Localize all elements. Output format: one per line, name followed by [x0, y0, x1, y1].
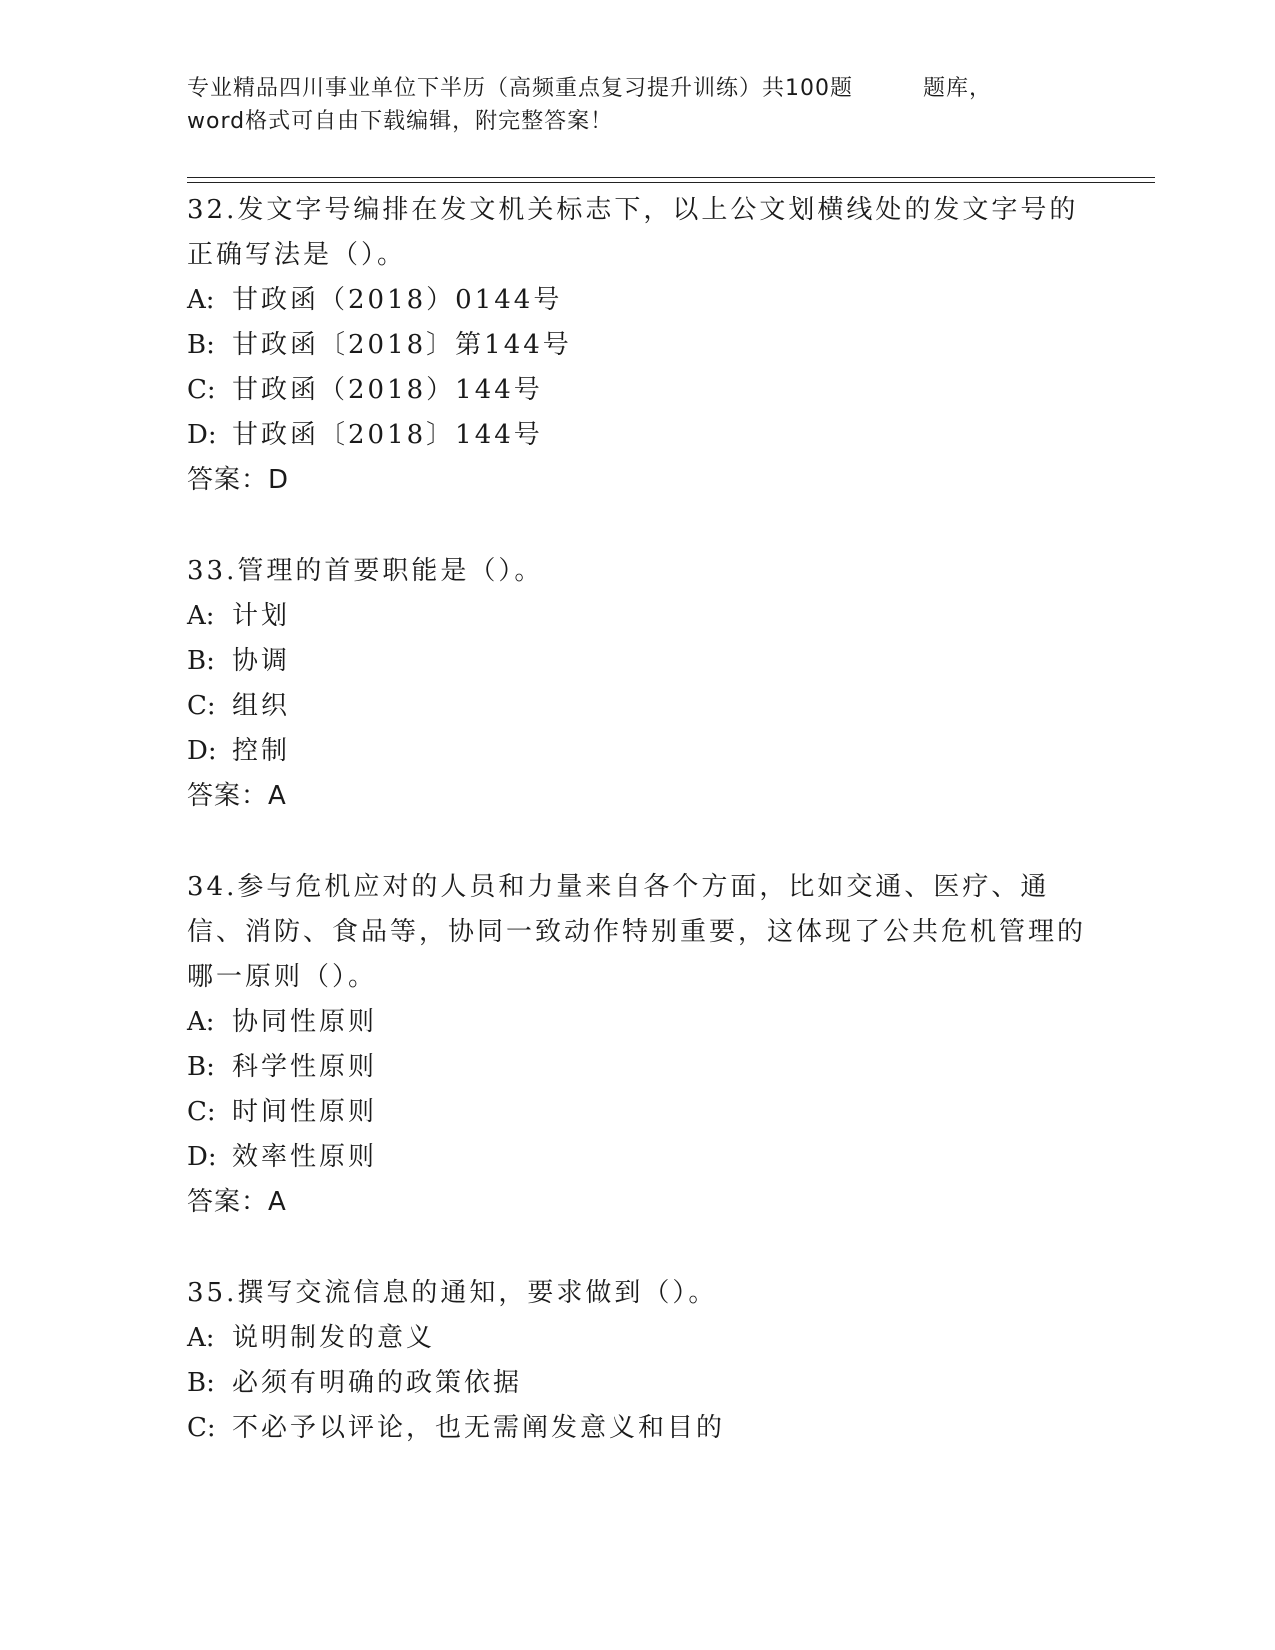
question-34 [187, 865, 1087, 1225]
question-stem: 33.管理的首要职能是（）。 [187, 556, 544, 586]
option-a [187, 1316, 1087, 1361]
header-divider-bottom [187, 182, 1155, 183]
option-label: C: [187, 691, 216, 721]
option-text: 甘政函〔2018〕第144号 [232, 330, 572, 360]
header-line-1 [187, 72, 1067, 105]
option-text: 说明制发的意义 [232, 1323, 436, 1353]
option-d [187, 413, 1087, 458]
option-b [187, 1361, 1087, 1406]
option-b [187, 639, 1087, 684]
option-text: 组织 [232, 691, 291, 721]
option-label: D: [187, 420, 217, 450]
question-stem: 35.撰写交流信息的通知，要求做到（）。 [187, 1278, 718, 1308]
header-line-2: word格式可自由下载编辑，附完整答案！ [187, 109, 614, 134]
header-title: 专业精品四川事业单位下半历（高频重点复习提升训练）共100题 [187, 76, 853, 101]
option-c [187, 368, 1087, 413]
option-label: B: [187, 646, 215, 676]
option-text: 必须有明确的政策依据 [232, 1368, 523, 1398]
option-label: A: [187, 1007, 215, 1037]
option-label: C: [187, 375, 216, 405]
option-text: 效率性原则 [232, 1142, 378, 1172]
option-text: 甘政函〔2018〕144号 [232, 420, 543, 450]
option-text: 协调 [232, 646, 291, 676]
question-stem: 32.发文字号编排在发文机关标志下，以上公文划横线处的发文字号的正确写法是（）。 [187, 195, 1079, 270]
option-d [187, 729, 1087, 774]
option-label: C: [187, 1097, 216, 1127]
option-b [187, 323, 1087, 368]
option-c [187, 1090, 1087, 1135]
option-label: D: [187, 1142, 217, 1172]
option-a [187, 1000, 1087, 1045]
option-label: B: [187, 1052, 215, 1082]
answer-line: 答案：A [187, 781, 287, 811]
option-text: 甘政函（2018）144号 [232, 375, 543, 405]
option-label: A: [187, 601, 215, 631]
question-stem: 34.参与危机应对的人员和力量来自各个方面，比如交通、医疗、通信、消防、食品等，协同一致动作特别重要，这体现了公共危机管理的哪一原则（）。 [187, 872, 1087, 992]
option-b [187, 1045, 1087, 1090]
option-text: 计划 [232, 601, 291, 631]
option-c [187, 684, 1087, 729]
option-text: 甘政函（2018）0144号 [232, 285, 563, 315]
option-d [187, 1135, 1087, 1180]
option-label: A: [187, 1323, 215, 1353]
question-list [187, 188, 1087, 1497]
option-c [187, 1406, 1087, 1451]
option-a [187, 594, 1087, 639]
header-title-suffix: 题库， [923, 76, 993, 101]
option-text: 科学性原则 [232, 1052, 378, 1082]
option-a [187, 278, 1087, 323]
option-text: 协同性原则 [232, 1007, 378, 1037]
option-label: D: [187, 736, 217, 766]
answer-line: 答案：D [187, 465, 290, 495]
header-divider-top [187, 177, 1155, 178]
question-35 [187, 1271, 1087, 1451]
option-label: A: [187, 285, 215, 315]
question-32 [187, 188, 1087, 503]
option-label: C: [187, 1413, 216, 1443]
document-header [187, 72, 1067, 138]
option-label: B: [187, 330, 215, 360]
option-text: 控制 [232, 736, 291, 766]
question-33 [187, 549, 1087, 819]
option-text: 时间性原则 [232, 1097, 378, 1127]
option-text: 不必予以评论，也无需阐发意义和目的 [232, 1413, 726, 1443]
option-label: B: [187, 1368, 215, 1398]
answer-line: 答案：A [187, 1187, 287, 1217]
